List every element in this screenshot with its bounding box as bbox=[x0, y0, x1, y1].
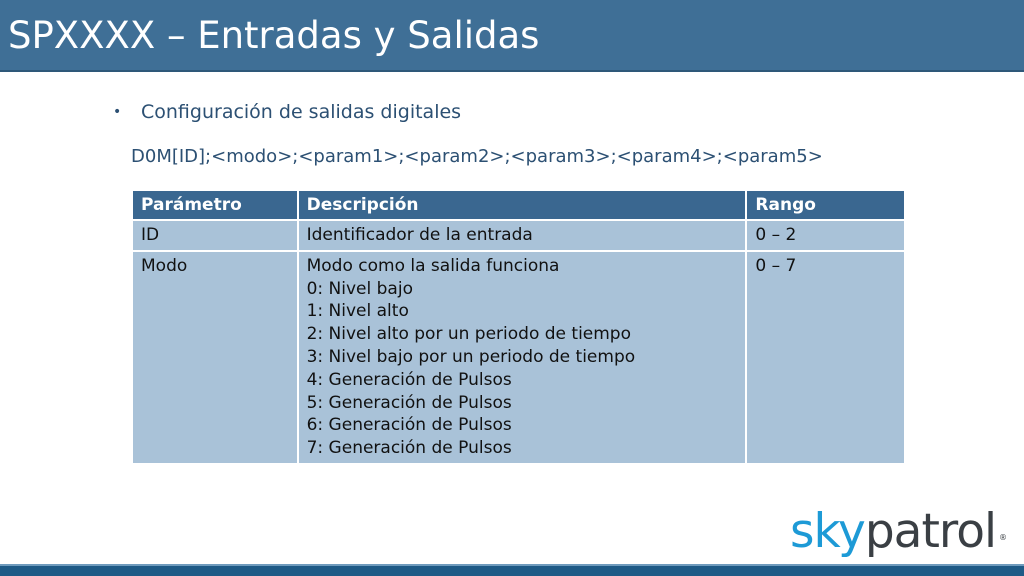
logo-patrol-text: patrol bbox=[864, 504, 997, 559]
parameters-table bbox=[131, 189, 906, 465]
cell-range: 0 – 7 bbox=[746, 251, 905, 464]
desc-line: 6: Generación de Pulsos bbox=[306, 415, 512, 436]
header-rango: Rango bbox=[746, 190, 905, 220]
cell-param: Modo bbox=[132, 251, 298, 464]
command-syntax: D0M[ID];<modo>;<param1>;<param2>;<param3>;<param4>;<param5> bbox=[131, 146, 823, 167]
desc-line: Modo como la salida funciona bbox=[306, 255, 560, 276]
table-row bbox=[132, 251, 905, 464]
desc-line: 1: Nivel alto bbox=[306, 301, 409, 322]
desc-line: Identificador de la entrada bbox=[306, 225, 533, 245]
skypatrol-logo bbox=[790, 504, 1007, 560]
cell-desc bbox=[298, 251, 747, 464]
desc-line: 3: Nivel bajo por un periodo de tiempo bbox=[306, 346, 636, 367]
desc-line: 7: Generación de Pulsos bbox=[306, 438, 512, 459]
header-parametro: Parámetro bbox=[132, 190, 298, 220]
bullet-text: Configuración de salidas digitales bbox=[141, 101, 462, 123]
table-row bbox=[132, 220, 905, 251]
logo-sky-text: sky bbox=[790, 504, 865, 559]
cell-param: ID bbox=[132, 220, 298, 251]
desc-line: 4: Generación de Pulsos bbox=[306, 369, 512, 390]
title-bar bbox=[0, 0, 1024, 72]
header-descripcion: Descripción bbox=[298, 190, 747, 220]
desc-line: 5: Generación de Pulsos bbox=[306, 392, 512, 413]
table-header-row bbox=[132, 190, 905, 220]
footer-bar bbox=[0, 566, 1024, 576]
bullet-item bbox=[113, 100, 461, 124]
registered-mark: ® bbox=[999, 533, 1007, 542]
cell-desc bbox=[298, 220, 747, 251]
bullet-marker: • bbox=[113, 104, 122, 120]
desc-line: 2: Nivel alto por un periodo de tiempo bbox=[306, 324, 632, 345]
desc-line: 0: Nivel bajo bbox=[306, 278, 413, 299]
cell-range: 0 – 2 bbox=[746, 220, 905, 251]
slide-title: SPXXXX – Entradas y Salidas bbox=[8, 14, 540, 57]
